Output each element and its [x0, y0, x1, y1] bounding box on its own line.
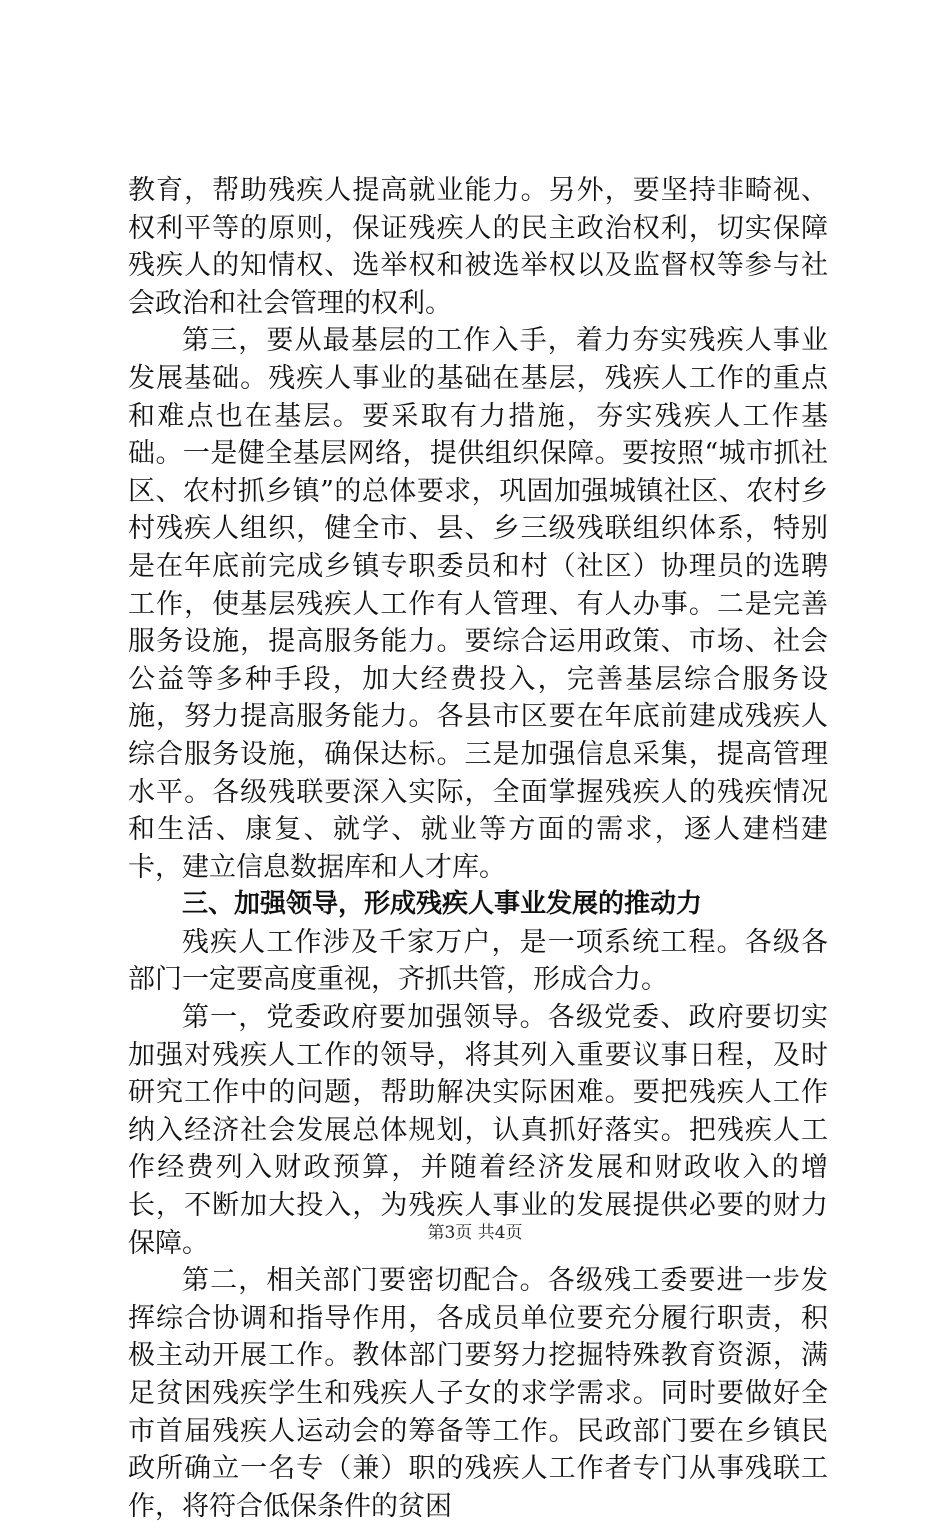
paragraph-third-point: 第三，要从最基层的工作入手，着力夯实残疾人事业发展基础。残疾人事业的基础在基层，残疾人工作的重点和难点也在基层。要采取有力措施，夯实残疾人工作基础。一是健全基层网络，提供组织保障。要按照“城市抓社区、农村抓乡镇”的总体要求，巩固加强城镇社区、农村乡村残疾人组织，健全市、县、乡三级残联组织体系，特别是在年底前完成乡镇专职委员和村（社区）协理员的选聘工作，使基层残疾人工作有人管理、有人办事。二是完善服务设施，提高服务能力。要综合运用政策、市场、社会公益等多种手段，加大经费投入，完善基层综合服务设施，努力提高服务能力。各县市区要在年底前建成残疾人综合服务设施，确保达标。三是加强信息采集，提高管理水平。各级残联要深入实际，全面掌握残疾人的残疾情况和生活、康复、就学、就业等方面的需求，逐人建档建卡，建立信息数据库和人才库。: [128, 325, 828, 883]
paragraph-first-point: 第一，党委政府要加强领导。各级党委、政府要切实加强对残疾人工作的领导，将其列入重要议事日程，及时研究工作中的问题，帮助解决实际困难。要把残疾人工作纳入经济社会发展总体规划，认真抓好落实。把残疾人工作经费列入财政预算，并随着经济发展和财政收入的增长，不断加大投入，为残疾人事业的发展提供必要的财力保障。: [128, 1002, 828, 1259]
section-heading: 三、加强领导，形成残疾人事业发展的推动力: [182, 889, 703, 920]
document-body: [128, 172, 828, 1525]
paragraph-second-point: 第二，相关部门要密切配合。各级残工委要进一步发挥综合协调和指导作用，各成员单位要充分履行职责，积极主动开展工作。教体部门要努力挖掘特殊教育资源，满足贫困残疾学生和残疾人子女的求学需求。同时要做好全市首届残疾人运动会的筹备等工作。民政部门要在乡镇民政所确立一名专（兼）职的残疾人工作者专门从事残联工作，将符合低保条件的贫困: [128, 1265, 828, 1522]
paragraph-continuation: 教育，帮助残疾人提高就业能力。另外，要坚持非畸视、权利平等的原则，保证残疾人的民主政治权利，切实保障残疾人的知情权、选举权和被选举权以及监督权等参与社会政治和社会管理的权利。: [128, 175, 828, 319]
paragraph-section-intro: 残疾人工作涉及千家万户，是一项系统工程。各级各部门一定要高度重视，齐抓共管，形成合力。: [128, 926, 828, 996]
page-footer: 第3页 共4页: [427, 1223, 523, 1243]
